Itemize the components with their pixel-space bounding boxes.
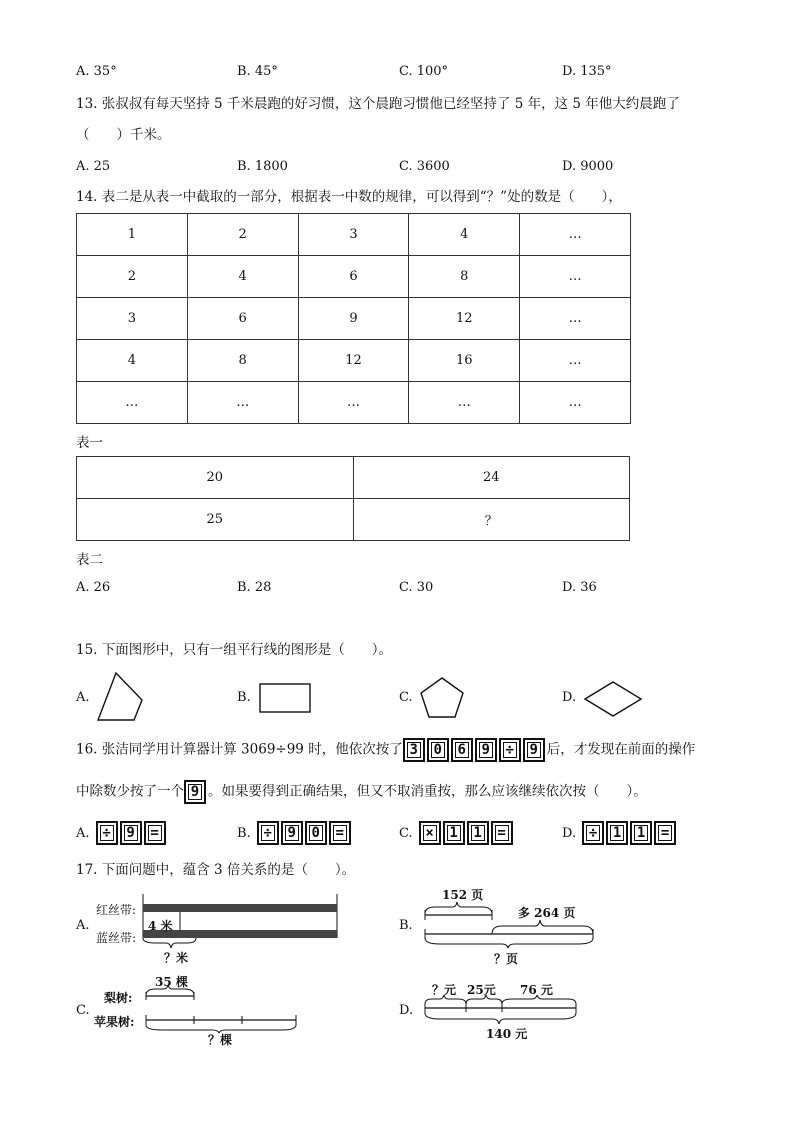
q15-label-d: D. <box>562 690 577 705</box>
q14-option-a: A. 26 <box>76 580 111 595</box>
pages-diagram-b <box>420 898 600 950</box>
q16-option-c-label: C. <box>399 825 413 841</box>
money-25-label: 25元 <box>467 983 496 997</box>
q15-label-b: B. <box>237 690 251 705</box>
table-two-cell: ？ <box>353 499 630 541</box>
trees-diagram-c <box>142 983 302 1033</box>
table-one-cell: … <box>520 256 631 298</box>
q12-option-d: D. 135° <box>562 64 612 79</box>
table-one <box>76 213 631 424</box>
key-divide: ÷ <box>499 738 521 762</box>
q16-option-a <box>76 821 168 845</box>
q17-label-c: C. <box>76 1003 90 1018</box>
q17-label-d: D. <box>399 1003 414 1018</box>
key-1: 1 <box>467 821 489 845</box>
table-one-cell: 1 <box>77 214 188 256</box>
table-one-cell: 2 <box>187 214 298 256</box>
table-one-cell: 2 <box>77 256 188 298</box>
q12-option-a: A. 35° <box>76 64 117 79</box>
table-one-cell: 3 <box>77 298 188 340</box>
q16-line1-post: 后，才发现在前面的操作 <box>546 741 696 758</box>
key-1: 1 <box>443 821 465 845</box>
rhombus-shape-d <box>582 680 644 718</box>
table-two-cell: 24 <box>353 457 630 499</box>
money-76-label: 76 元 <box>520 983 553 997</box>
key-equals: = <box>491 821 513 845</box>
q16-option-d-label: D. <box>562 825 577 841</box>
table-one-cell: 4 <box>77 340 188 382</box>
brace-a <box>140 936 200 950</box>
pear-count-label: 35 棵 <box>155 975 188 989</box>
key-6: 6 <box>451 738 473 762</box>
table-two-cell: 20 <box>77 457 354 499</box>
table-one-cell: 12 <box>298 340 409 382</box>
pentagon-shape-c <box>418 676 468 720</box>
q14-option-b: B. 28 <box>237 580 272 595</box>
q15-text: 15. 下面图形中，只有一组平行线的图形是（ ）。 <box>76 642 393 658</box>
key-9: 9 <box>120 821 142 845</box>
rectangle-shape-b <box>258 682 314 714</box>
table-one-cell: 12 <box>409 298 520 340</box>
q13-option-b: B. 1800 <box>237 159 288 174</box>
q16-option-b <box>237 821 353 845</box>
money-diagram-d <box>420 994 582 1028</box>
money-unknown-label: ？元 <box>432 983 457 997</box>
q17-text: 17. 下面问题中，蕴含 3 倍关系的是（ ）。 <box>76 862 356 878</box>
table-two-caption: 表二 <box>76 552 103 568</box>
q16-option-a-label: A. <box>76 825 90 841</box>
money-total-label: 140 元 <box>486 1027 528 1041</box>
table-one-cell: 8 <box>187 340 298 382</box>
ribbon-unknown-label: ？米 <box>164 951 189 965</box>
q14-text: 14. 表二是从表一中截取的一部分，根据表一中数的规律，可以得到“？”处的数是（ ）， <box>76 189 622 205</box>
key-divide: ÷ <box>582 821 604 845</box>
table-two-cell: 25 <box>77 499 354 541</box>
q13-option-a: A. 25 <box>76 159 111 174</box>
key-divide: ÷ <box>257 821 279 845</box>
key-multiply: × <box>419 821 441 845</box>
q15-label-a: A. <box>76 690 90 705</box>
table-one-cell: 3 <box>298 214 409 256</box>
table-one-cell: … <box>520 340 631 382</box>
table-one-cell: 6 <box>187 298 298 340</box>
q16-line1 <box>76 738 695 762</box>
table-one-cell: 16 <box>409 340 520 382</box>
key-9: 9 <box>184 780 206 804</box>
table-one-cell: … <box>520 382 631 424</box>
red-ribbon-label: 红丝带: <box>96 903 137 917</box>
q17-label-a: A. <box>76 918 90 933</box>
table-one-cell: 4 <box>409 214 520 256</box>
q16-option-d <box>562 821 678 845</box>
q13-text-line2: （ ）千米。 <box>76 127 171 143</box>
q16-line1-pre: 16. 张洁同学用计算器计算 3069÷99 时，他依次按了 <box>76 741 403 758</box>
key-9: 9 <box>523 738 545 762</box>
table-one-caption: 表一 <box>76 435 103 451</box>
table-one-cell: … <box>298 382 409 424</box>
apple-tree-label: 苹果树: <box>94 1015 135 1029</box>
q13-option-c: C. 3600 <box>399 159 450 174</box>
q13-option-d: D. 9000 <box>562 159 614 174</box>
key-divide: ÷ <box>96 821 118 845</box>
q14-option-c: C. 30 <box>399 580 434 595</box>
pear-tree-label: 梨树: <box>104 991 133 1005</box>
blue-ribbon-label: 蓝丝带: <box>96 931 137 945</box>
pages-known-label: 152 页 <box>442 888 484 902</box>
table-two <box>76 456 630 541</box>
table-one-cell: 8 <box>409 256 520 298</box>
table-one-cell: … <box>187 382 298 424</box>
key-0: 0 <box>427 738 449 762</box>
trapezoid-shape-a <box>94 670 146 724</box>
table-one-cell: … <box>77 382 188 424</box>
table-one-cell: … <box>520 298 631 340</box>
q12-option-c: C. 100° <box>399 64 449 79</box>
key-9: 9 <box>475 738 497 762</box>
q13-text-line1: 13. 张叔叔有每天坚持 5 千米晨跑的好习惯，这个晨跑习惯他已经坚持了 5 年，这 5 年他大约晨跑了 <box>76 96 680 112</box>
key-9: 9 <box>281 821 303 845</box>
q16-line2-post: 。如果要得到正确结果，但又不取消重按，那么应该继续依次按（ ）。 <box>208 783 647 800</box>
key-equals: = <box>329 821 351 845</box>
q17-label-b: B. <box>399 918 413 933</box>
key-1: 1 <box>630 821 652 845</box>
table-one-cell: … <box>520 214 631 256</box>
key-equals: = <box>144 821 166 845</box>
q16-option-b-label: B. <box>237 825 251 841</box>
pages-more-label: 多 264 页 <box>518 906 576 920</box>
q16-option-c <box>399 821 515 845</box>
q15-label-c: C. <box>399 690 413 705</box>
apple-unknown-label: ？棵 <box>208 1033 233 1047</box>
table-one-cell: 6 <box>298 256 409 298</box>
q14-option-d: D. 36 <box>562 580 597 595</box>
key-equals: = <box>654 821 676 845</box>
table-one-cell: … <box>409 382 520 424</box>
q16-line2 <box>76 780 647 804</box>
q12-option-b: B. 45° <box>237 64 278 79</box>
key-0: 0 <box>305 821 327 845</box>
ribbon-segment-label: 4 米 <box>148 919 173 933</box>
key-3: 3 <box>403 738 425 762</box>
table-one-cell: 9 <box>298 298 409 340</box>
table-one-cell: 4 <box>187 256 298 298</box>
q16-line2-pre: 中除数少按了一个 <box>76 783 184 800</box>
pages-unknown-label: ？页 <box>494 952 519 966</box>
key-1: 1 <box>606 821 628 845</box>
